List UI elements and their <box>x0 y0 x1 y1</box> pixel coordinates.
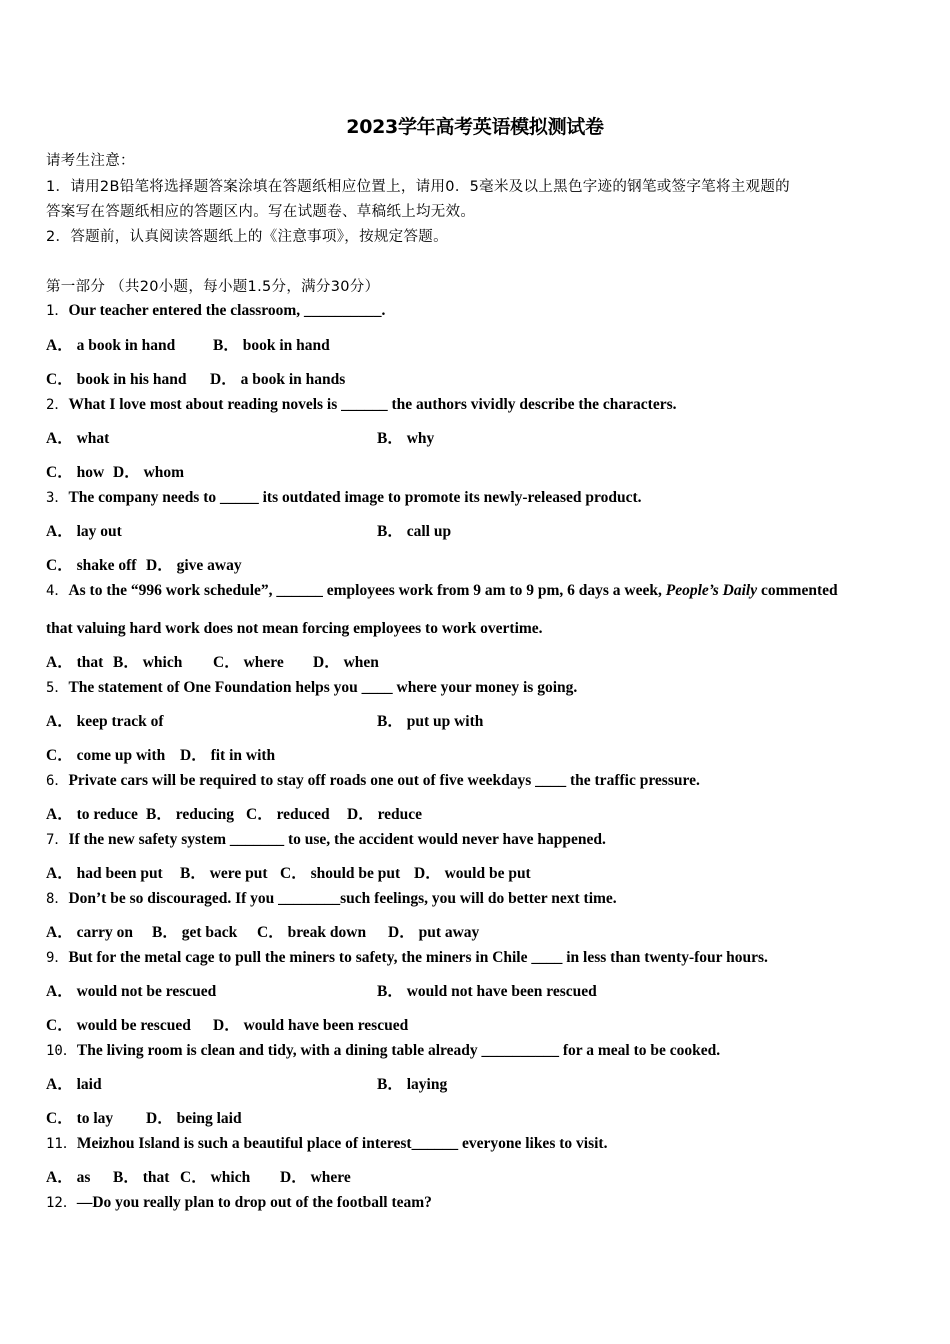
option-c[interactable]: C． come up with <box>46 747 166 764</box>
option-d[interactable]: D． give away <box>146 557 242 574</box>
option-b[interactable]: B． get back <box>152 924 238 941</box>
question-8 <box>46 890 617 908</box>
question-text: Meizhou Island is such a beautiful place of interest______ everyone likes to visit. <box>76 1135 608 1152</box>
question-2 <box>46 396 677 414</box>
question-number: 2． <box>46 397 69 413</box>
question-number: 6． <box>46 773 69 789</box>
question-4 <box>46 582 838 600</box>
question-9 <box>46 949 768 967</box>
option-c[interactable]: C． how <box>46 464 105 481</box>
question-text: As to the “996 work schedule”, ______ employees work from 9 am to 9 pm, 6 days a week, <box>68 582 666 599</box>
question-number: 8． <box>46 891 69 907</box>
question-number: 4． <box>46 583 69 599</box>
option-d[interactable]: D． put away <box>388 924 480 941</box>
option-c[interactable]: C． break down <box>257 924 367 941</box>
option-d[interactable]: D． would be put <box>414 865 531 882</box>
option-d[interactable]: D． when <box>313 654 379 671</box>
question-text: The company needs to _____ its outdated image to promote its newly-released product. <box>68 489 642 506</box>
question-text: Don’t be so discouraged. If you ________such feelings, you will do better next time. <box>68 890 617 907</box>
option-c[interactable]: C． should be put <box>280 865 401 882</box>
option-c[interactable]: C． to lay <box>46 1110 114 1127</box>
question-text: If the new safety system _______ to use, the accident would never have happened. <box>68 831 606 848</box>
newspaper-name: People’s Daily <box>665 582 758 599</box>
option-a[interactable]: A． that <box>46 654 104 671</box>
notice-heading: 请考生注意： <box>46 153 135 169</box>
option-a[interactable]: A． carry on <box>46 924 133 941</box>
option-a[interactable]: A． what <box>46 430 110 447</box>
option-d[interactable]: D． a book in hands <box>210 371 346 388</box>
question-7 <box>46 831 606 849</box>
option-b[interactable]: B． why <box>377 430 435 447</box>
question-text-tail: commented <box>757 582 838 599</box>
option-d[interactable]: D． would have been rescued <box>213 1017 409 1034</box>
page-title: 2023学年高考英语模拟测试卷 <box>346 116 604 138</box>
option-c[interactable]: C． where <box>213 654 284 671</box>
option-a[interactable]: A． as <box>46 1169 91 1186</box>
option-a[interactable]: A． a book in hand <box>46 337 176 354</box>
question-number: 11． <box>46 1136 77 1152</box>
option-a[interactable]: A． would not be rescued <box>46 983 217 1000</box>
question-4-line-2: that valuing hard work does not mean forcing employees to work overtime. <box>46 620 543 637</box>
notice-item-2: 2．答题前，认真阅读答题纸上的《注意事项》，按规定答题。 <box>46 229 448 245</box>
option-d[interactable]: D． whom <box>113 464 185 481</box>
question-number: 1． <box>46 303 69 319</box>
option-b[interactable]: B． laying <box>377 1076 448 1093</box>
option-c[interactable]: C． reduced <box>246 806 330 823</box>
option-a[interactable]: A． keep track of <box>46 713 164 730</box>
question-number: 12． <box>46 1195 77 1211</box>
option-b[interactable]: B． were put <box>180 865 268 882</box>
option-a[interactable]: A． lay out <box>46 523 122 540</box>
option-b[interactable]: B． reducing <box>146 806 234 823</box>
question-text: The living room is clean and tidy, with a dining table already __________ for a meal to be cooked. <box>76 1042 721 1059</box>
option-d[interactable]: D． where <box>280 1169 351 1186</box>
option-d[interactable]: D． fit in with <box>180 747 276 764</box>
option-b[interactable]: B． would not have been rescued <box>377 983 597 1000</box>
option-a[interactable]: A． had been put <box>46 865 163 882</box>
option-d[interactable]: D． reduce <box>347 806 423 823</box>
option-c[interactable]: C． which <box>180 1169 251 1186</box>
question-12 <box>46 1194 432 1212</box>
option-b[interactable]: B． which <box>113 654 183 671</box>
question-11 <box>46 1135 607 1153</box>
option-b[interactable]: B． that <box>113 1169 170 1186</box>
question-text: What I love most about reading novels is ______ the authors vividly describe the characters. <box>68 396 677 413</box>
question-text: The statement of One Foundation helps you ____ where your money is going. <box>68 679 578 696</box>
question-number: 7． <box>46 832 69 848</box>
question-number: 9． <box>46 950 69 966</box>
question-text: —Do you really plan to drop out of the football team? <box>76 1194 432 1211</box>
question-3 <box>46 489 641 507</box>
option-c[interactable]: C． shake off <box>46 557 137 574</box>
question-text: But for the metal cage to pull the miners to safety, the miners in Chile ____ in less than twenty-four hours. <box>68 949 768 966</box>
question-6 <box>46 772 700 790</box>
question-text: Our teacher entered the classroom, __________. <box>68 302 386 319</box>
question-number: 5． <box>46 680 69 696</box>
question-5 <box>46 679 577 697</box>
option-a[interactable]: A． laid <box>46 1076 102 1093</box>
question-text: Private cars will be required to stay off roads one out of five weekdays ____ the traffic pressure. <box>68 772 700 789</box>
section-heading: 第一部分 （共20小题，每小题1.5分，满分30分） <box>46 279 380 295</box>
option-b[interactable]: B． book in hand <box>213 337 330 354</box>
question-number: 3． <box>46 490 69 506</box>
option-b[interactable]: B． call up <box>377 523 452 540</box>
question-number: 10． <box>46 1043 77 1059</box>
question-10 <box>46 1042 720 1060</box>
option-d[interactable]: D． being laid <box>146 1110 242 1127</box>
option-c[interactable]: C． book in his hand <box>46 371 187 388</box>
notice-item-1-line-1: 1．请用2B铅笔将选择题答案涂填在答题纸相应位置上，请用0．5毫米及以上黑色字迹的钢笔或签字笔将主观题的 <box>46 179 790 195</box>
question-1 <box>46 302 385 320</box>
notice-item-1-line-2: 答案写在答题纸相应的答题区内。写在试题卷、草稿纸上均无效。 <box>46 204 476 220</box>
option-b[interactable]: B． put up with <box>377 713 484 730</box>
option-c[interactable]: C． would be rescued <box>46 1017 191 1034</box>
option-a[interactable]: A． to reduce <box>46 806 138 823</box>
